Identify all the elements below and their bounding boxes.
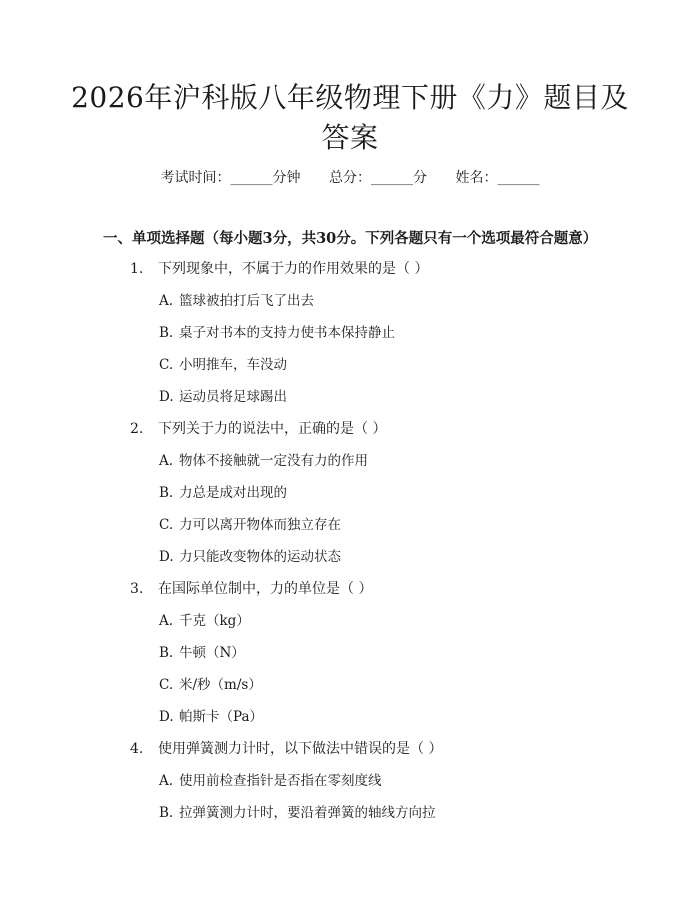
option-3c (159, 675, 262, 695)
section-heading: 一、单项选择题（每小题3分，共30分。下列各题只有一个选项最符合题意） (103, 230, 598, 247)
student-name-field: 姓名：______ (455, 170, 540, 186)
exam-time-field: 考试时间：______分钟 (160, 170, 301, 186)
option-text: 篮球被拍打后飞了出去 (179, 293, 314, 309)
option-letter: B. (159, 325, 174, 341)
option-letter: B. (159, 485, 174, 501)
question-2 (130, 419, 386, 439)
question-text: 在国际单位制中，力的单位是（ ） (158, 581, 373, 597)
option-text: 桌子对书本的支持力使书本保持静止 (179, 325, 395, 341)
option-3d (159, 707, 263, 727)
option-letter: B. (159, 645, 174, 661)
option-letter: B. (159, 805, 174, 821)
question-text: 使用弹簧测力计时，以下做法中错误的是（ ） (158, 741, 443, 757)
option-text: 力只能改变物体的运动状态 (179, 549, 341, 565)
question-text: 下列关于力的说法中，正确的是（ ） (158, 421, 387, 437)
exam-meta (0, 168, 700, 188)
option-letter: D. (159, 709, 174, 725)
option-letter: C. (159, 677, 174, 693)
document-title: 2026年沪科版八年级物理下册《力》题目及答案 (71, 81, 629, 154)
option-1d (159, 387, 287, 407)
option-text: 千克（kg） (179, 613, 250, 629)
option-text: 力可以离开物体而独立存在 (179, 517, 341, 533)
option-1a (159, 291, 314, 311)
option-letter: C. (159, 517, 174, 533)
option-4b (159, 803, 436, 823)
total-score-field: 总分：______分 (329, 170, 427, 186)
option-letter: A. (159, 293, 174, 309)
option-1b (159, 323, 395, 343)
option-letter: C. (159, 357, 174, 373)
question-number: 1. (130, 261, 144, 277)
option-2c (159, 515, 341, 535)
option-text: 运动员将足球踢出 (179, 389, 287, 405)
option-text: 拉弹簧测力计时，要沿着弹簧的轴线方向拉 (179, 805, 436, 821)
option-letter: A. (159, 453, 174, 469)
option-text: 小明推车，车没动 (179, 357, 287, 373)
option-2d (159, 547, 341, 567)
option-text: 牛顿（N） (179, 645, 245, 661)
option-letter: A. (159, 613, 174, 629)
option-2a (159, 451, 368, 471)
option-3a (159, 611, 250, 631)
option-2b (159, 483, 287, 503)
option-letter: A. (159, 773, 174, 789)
option-text: 帕斯卡（Pa） (179, 709, 264, 725)
option-text: 使用前检查指针是否指在零刻度线 (179, 773, 382, 789)
question-text: 下列现象中，不属于力的作用效果的是（ ） (158, 261, 429, 277)
option-text: 物体不接触就一定没有力的作用 (179, 453, 368, 469)
question-4 (130, 739, 442, 759)
option-letter: D. (159, 389, 174, 405)
option-1c (159, 355, 287, 375)
question-number: 2. (130, 421, 144, 437)
option-letter: D. (159, 549, 174, 565)
option-3b (159, 643, 245, 663)
option-text: 力总是成对出现的 (179, 485, 287, 501)
option-text: 米/秒（m/s） (179, 677, 262, 693)
option-4a (159, 771, 382, 791)
question-1 (130, 259, 428, 279)
question-number: 3. (130, 581, 144, 597)
question-number: 4. (130, 741, 144, 757)
question-3 (130, 579, 372, 599)
